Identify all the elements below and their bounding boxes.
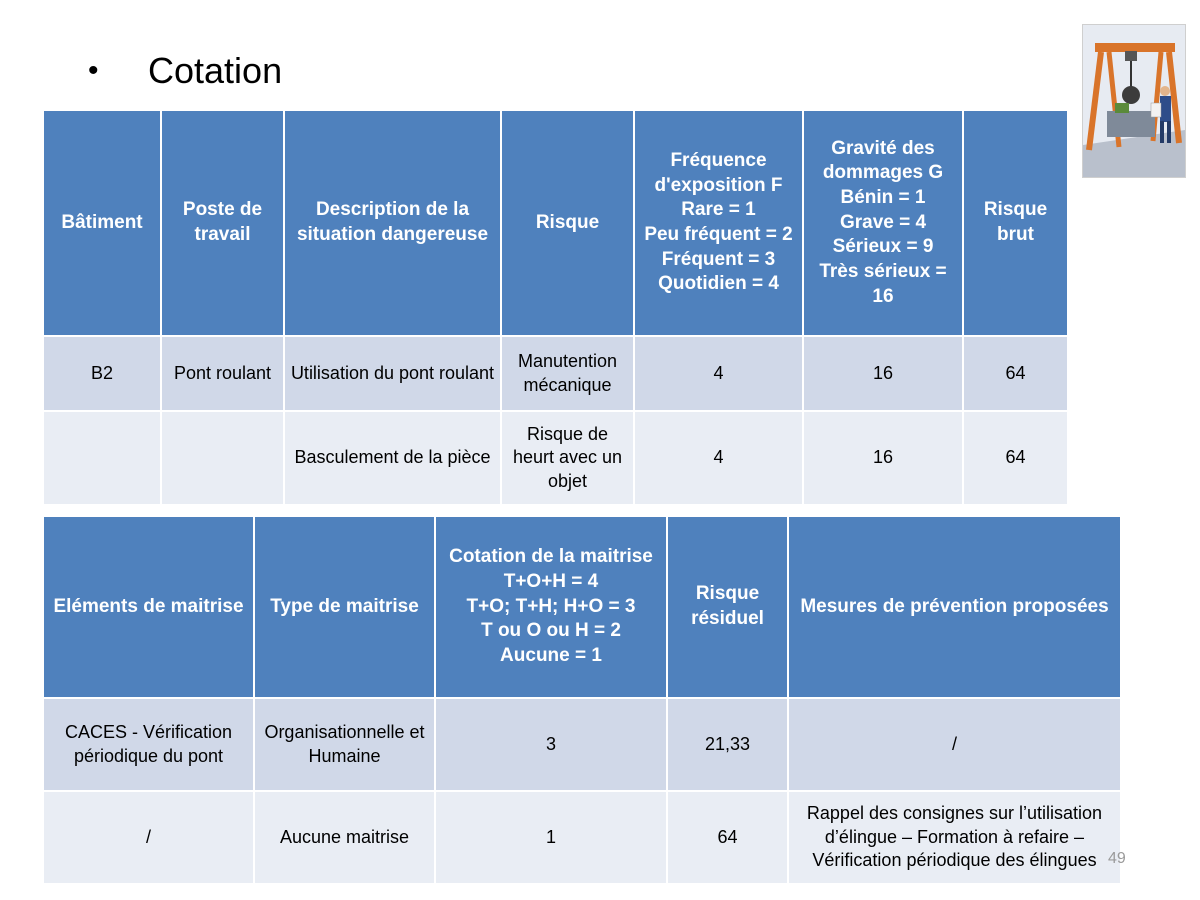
gantry-crane-illustration-icon [1082,24,1186,178]
header-cotation: Cotation de la maitrise T+O+H = 4 T+O; T+H; H+O = 3 T ou O ou H = 2 Aucune = 1 [435,516,667,698]
header-batiment: Bâtiment [43,110,161,336]
cell-risque-residuel: 64 [667,791,788,884]
cell-risque: Manutention mécanique [501,336,634,411]
control-measures-table [42,515,1122,885]
table-header-row [43,516,1121,698]
cell-risque-brut: 64 [963,336,1068,411]
risk-assessment-table [42,109,1069,506]
gantry-crane-icon [1083,25,1185,177]
cell-mesures: Rappel des consignes sur l’utilisation d’élingue – Formation à refaire – Vérification périodique des élingues [788,791,1121,884]
header-risque-brut: Risque brut [963,110,1068,336]
header-description: Description de la situation dangereuse [284,110,501,336]
header-type-de-maitrise: Type de maitrise [254,516,435,698]
header-frequence: Fréquence d'exposition F Rare = 1 Peu fréquent = 2 Fréquent = 3 Quotidien = 4 [634,110,803,336]
cell-batiment [43,411,161,505]
cell-batiment: B2 [43,336,161,411]
header-risque: Risque [501,110,634,336]
table-row [43,336,1068,411]
page-number: 49 [1108,850,1126,867]
header-elements-de-maitrise: Eléments de maitrise [43,516,254,698]
cell-risque-brut: 64 [963,411,1068,505]
header-risque-residuel: Risque résiduel [667,516,788,698]
slide-title-text: Cotation [148,50,283,91]
cell-type: Organisationnelle et Humaine [254,698,435,791]
header-gravite: Gravité des dommages G Bénin = 1 Grave = 4 Sérieux = 9 Très sérieux = 16 [803,110,963,336]
cell-frequence: 4 [634,411,803,505]
cell-risque: Risque de heurt avec un objet [501,411,634,505]
cell-elements: / [43,791,254,884]
header-mesures-de-prevention: Mesures de prévention proposées [788,516,1121,698]
table-row [43,698,1121,791]
cell-cotation: 3 [435,698,667,791]
table-row [43,791,1121,884]
cell-gravite: 16 [803,336,963,411]
bullet-point: • [88,54,99,87]
table-row [43,411,1068,505]
cell-poste [161,411,284,505]
cell-risque-residuel: 21,33 [667,698,788,791]
cell-description: Utilisation du pont roulant [284,336,501,411]
cell-elements: CACES - Vérification périodique du pont [43,698,254,791]
cell-type: Aucune maitrise [254,791,435,884]
cell-cotation: 1 [435,791,667,884]
cell-mesures: / [788,698,1121,791]
header-poste-de-travail: Poste de travail [161,110,284,336]
cell-frequence: 4 [634,336,803,411]
slide-title [88,50,282,92]
cell-poste: Pont roulant [161,336,284,411]
cell-gravite: 16 [803,411,963,505]
table-header-row [43,110,1068,336]
cell-description: Basculement de la pièce [284,411,501,505]
